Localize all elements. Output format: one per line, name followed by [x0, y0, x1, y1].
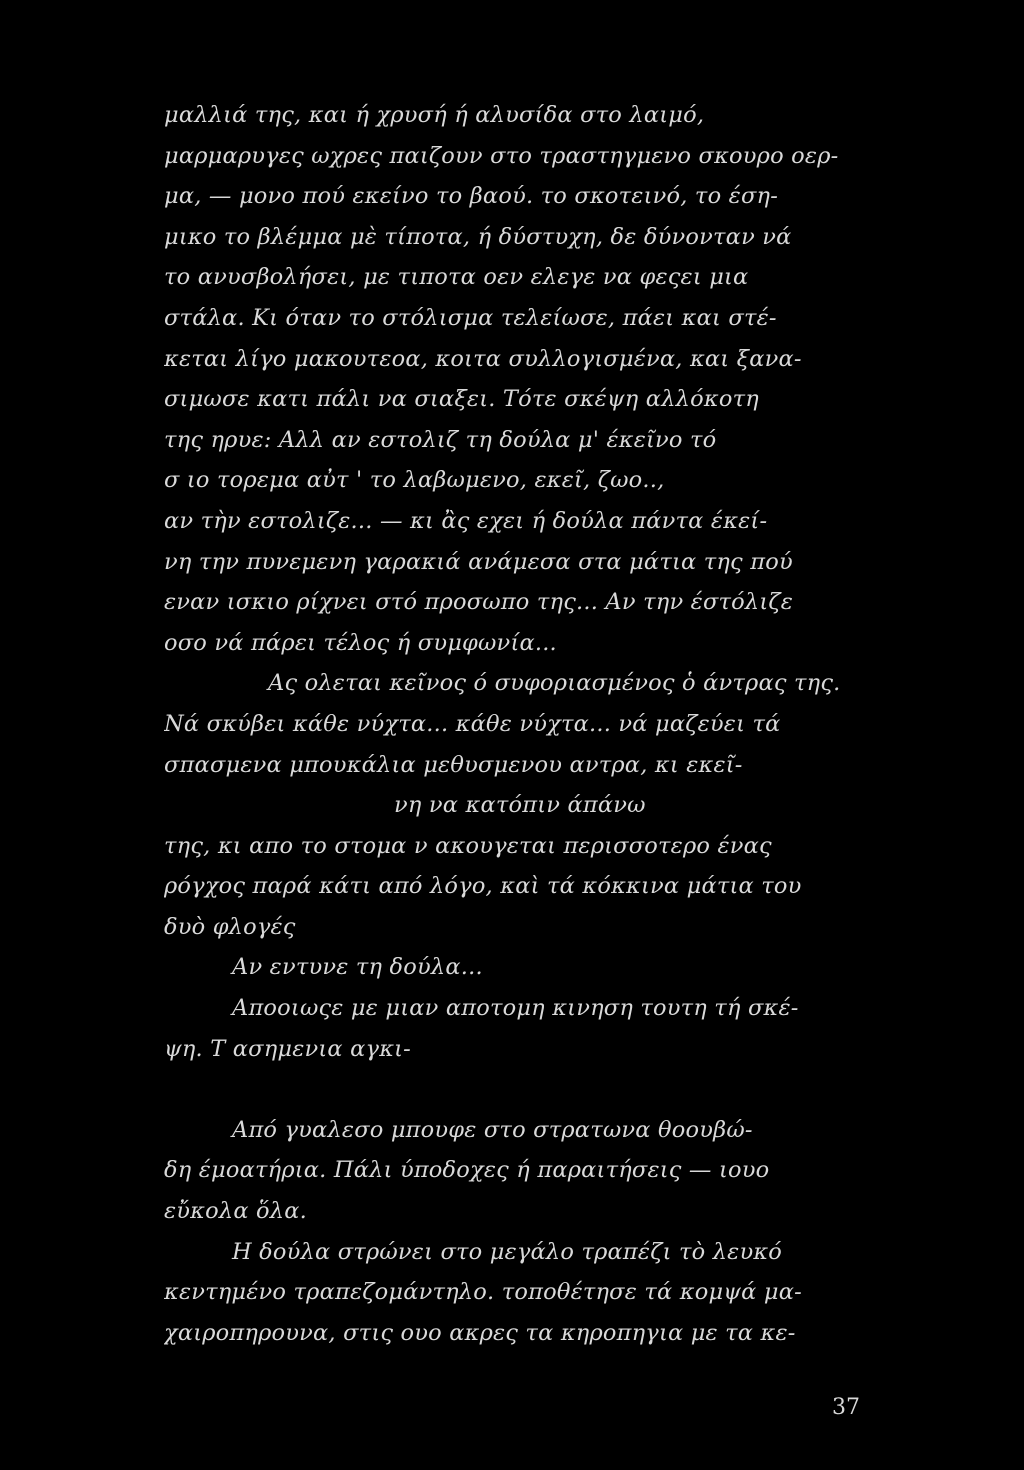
page-number: 37: [832, 1395, 860, 1420]
text-line: Νά σκύβει κάθε νύχτα... κάθε νύχτα... νά μαζεύει τά: [164, 710, 781, 737]
text-line: κεντημένο τραπεζομάντηλο. τοποθέτησε τά κομψά μα-: [164, 1279, 802, 1306]
text-line: ρόγχος παρά κάτι από λόγο, καὶ τά κόκκινα μάτια του: [164, 873, 802, 900]
text-line: Από γυαλεσο μπουφε στο στρατωνα θοουβώ-: [232, 1116, 753, 1143]
text-line: σιμωσε κατι πάλι να σιαξει. Τότε σκέψη αλλόκοτη: [164, 386, 759, 413]
body-text: [164, 95, 864, 1353]
text-line: Αν εντυνε τη δούλα...: [232, 954, 483, 981]
text-line: δη έμοατήρια. Πάλι ύποδοχες ή παραιτήσεις — ιουο: [164, 1157, 770, 1184]
text-line: εναν ισκιο ρίχνει στό προσωπο της... Αν την έστόλιζε: [164, 589, 794, 616]
text-line: μαλλιά της, και ή χρυσή ή αλυσίδα στο λαιμό,: [164, 102, 705, 128]
text-line: μα, — μονο πού εκείνο το βαού. το σκοτεινό, το έση-: [164, 183, 778, 210]
text-line: οσο νά πάρει τέλος ή συμφωνία...: [164, 629, 557, 656]
paragraph-gap: [164, 1069, 864, 1110]
text-line: κεται λίγο μακουτεοα, κοιτα συλλογισμένα, και ξανα-: [164, 345, 802, 372]
text-line: αν τὴν εστολιζε... — κι ἂς εχει ή δούλα πάντα έκεί-: [164, 507, 768, 534]
text-line: σ ιο τορεμα αὐτ ' το λαβωμενο, εκεῖ, ζωο..,: [164, 467, 665, 494]
text-line: σπασμενα μπουκάλια μεθυσμενου αντρα, κι εκεῖ-: [164, 751, 743, 778]
text-line: Αποοιωςε με μιαν αποτομη κινηση τουτη τή σκέ-: [232, 995, 799, 1022]
text-line: της, κι απο το στομα ν ακουγεται περισσοτερο ένας: [164, 832, 772, 859]
text-line: εὔκολα ὅλα.: [164, 1198, 308, 1225]
text-line: ψη. Τ ασημενια αγκι-: [164, 1035, 411, 1062]
text-line: της ηρυε: Αλλ αν εστολιζ τη δούλα μ' έκεῖνο τό: [164, 426, 717, 453]
text-line: νη την πυνεμενη γαρακιά ανάμεσα στα μάτια της πού: [164, 548, 793, 575]
text-line: χαιροπηρουνα, στις ουο ακρες τα κηροπηγια με τα κε-: [164, 1319, 796, 1346]
text-line: Ας ολεται κεῖνος ό συφοριασμένος ὁ άντρας της.: [268, 670, 841, 697]
text-line: στάλα. Κι όταν το στόλισμα τελείωσε, πάει και στέ-: [164, 304, 777, 331]
text-line: νη να κατόπιν άπάνω: [394, 792, 646, 819]
text-line: μικο το βλέμμα μὲ τίποτα, ή δύστυχη, δε δύνονταν νά: [164, 223, 792, 250]
text-line: Η δούλα στρώνει στο μεγάλο τραπέζι τὸ λευκό: [232, 1238, 783, 1265]
text-line: μαρμαρυγες ωχρες παιζουν στο τραστηγμενο σκουρο οερ-: [164, 142, 839, 169]
text-line: δυὸ φλογές: [164, 913, 296, 940]
text-line: το ανυσβολήσει, με τιποτα οεν ελεγε να φεςει μια: [164, 264, 749, 291]
